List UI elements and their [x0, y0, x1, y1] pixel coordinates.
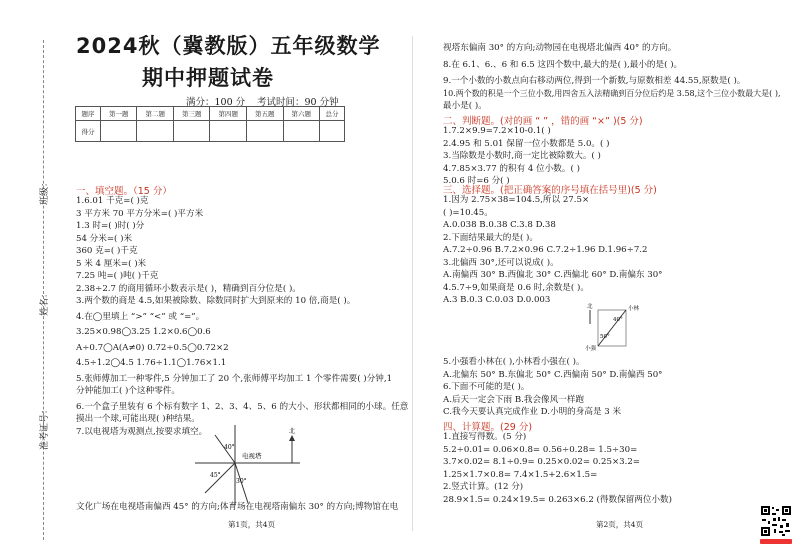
score-head: 第二题 [137, 107, 174, 121]
tower-label: 电视塔 [242, 452, 262, 460]
question-line: ( )=10.45。 [443, 207, 493, 218]
score-head: 总分 [320, 107, 345, 121]
question-line: 5.0.6 时=6 分( ) [443, 176, 510, 186]
p2-top-lines [443, 42, 781, 113]
section-calc: 四、计算题。(29 分) [443, 422, 533, 433]
exam-time: 考试时间：90 分钟 [257, 97, 339, 108]
question-line: 3.7×0.02= 8.1÷0.9= 0.25×0.02= 0.25×3.2= [443, 457, 641, 467]
score-head: 第六题 [283, 107, 320, 121]
north-arrow-label: 北 [289, 428, 296, 435]
question-line: 54 分米=( )米 [76, 233, 133, 244]
score-cell[interactable] [100, 121, 137, 142]
question-line: 4.7.85×3.77 的积有 4 位小数。( ) [443, 163, 580, 174]
score-cell[interactable] [247, 121, 284, 142]
question-line: 4.5.7÷9,如果商是 0.6 时,余数是( )。 [443, 282, 589, 293]
page-footer-1: 第1页，共4页 [228, 520, 276, 529]
exam-id-label: 准考证号： [40, 404, 50, 450]
question-line: 2.竖式计算。(12 分) [443, 482, 524, 492]
question-line: 4.在◯里填上 “>” “<” 或 “=”。 [76, 311, 205, 322]
question-line: 3.当除数是小数时,商一定比被除数大。( ) [443, 151, 601, 161]
question-line: 3.北偏西 30°,还可以说成( )。 [443, 257, 559, 268]
score-cell[interactable] [320, 121, 345, 142]
question-line: 1.7.2×9.9=7.2×10-0.1( ) [443, 126, 551, 136]
question-line: 2.下面结果最大的是( )。 [443, 232, 538, 243]
question-line: 最小是( )。 [443, 101, 487, 111]
bottom-line: 文化广场在电视塔南偏西 45° 的方向;体育场在电视塔南偏东 30° 的方向;博物馆在电 [76, 502, 399, 512]
question-line: 5 米 4 厘米=( )米 [76, 258, 147, 269]
north-arrow [285, 425, 305, 465]
score-head: 第五题 [247, 107, 284, 121]
question-line: 摸出一个球,可能出现( )种结果。 [76, 414, 200, 424]
question-line: A.3 B.0.3 C.0.03 D.0.003 [443, 295, 551, 305]
question-line: 3 平方米 70 平方分米=( )平方米 [76, 208, 204, 219]
question-line: 1.3 时=( )时( )分 [76, 221, 145, 231]
question-line: 2.4.95 和 5.01 保留一位小数都是 5.0。( ) [443, 138, 610, 149]
question-line: 7.以电视塔为观测点,按要求填空。 [76, 426, 208, 437]
question-line: A.0.038 B.0.38 C.3.8 D.38 [443, 220, 556, 230]
question-line: 6.下面不可能的是( )。 [443, 382, 530, 392]
question-line: A.7.2÷0.96 B.7.2×0.96 C.7.2÷1.96 D.1.96÷7.2 [443, 245, 648, 255]
score-row-label: 得分 [76, 121, 101, 142]
xiaolin-label: 小林 [628, 306, 640, 312]
question-line: 1.因为 2.75×38=104.5,所以 27.5× [443, 195, 590, 205]
page-divider [412, 36, 413, 531]
question-line: 1.直接写得数。(5 分) [443, 432, 527, 442]
question-line: 360 克=( )千克 [76, 246, 138, 256]
score-cell[interactable] [173, 121, 210, 142]
score-cell[interactable] [137, 121, 174, 142]
question-line: 9.一个小数的小数点向右移动两位,得到一个新数,与原数相差 44.55,原数是( )。 [443, 76, 746, 86]
question-line: 5.2÷0.01= 0.06×0.8= 0.56÷0.28= 1.5÷30= [443, 444, 638, 455]
full-score: 满分：100 分 [186, 97, 246, 108]
section-choice: 三、选择题。(把正确答案的序号填在括号里)(5 分) [443, 185, 657, 196]
mini-north-label: 北 [587, 304, 593, 310]
score-head: 题序 [76, 107, 101, 121]
question-line: A.后天一定会下雨 B.我会像风一样跑 [443, 394, 585, 405]
question-line: 28.9×1.5= 0.24×19.5= 0.263×6.2 (得数保留两位小数) [443, 494, 672, 505]
question-line: 1.6.01 千克=( )克 [76, 196, 149, 206]
angle-label: 40° [224, 444, 235, 451]
choice-questions [443, 194, 662, 307]
question-line: 4.5÷1.2◯4.5 1.76÷1.1◯1.76×1.1 [76, 358, 227, 368]
question-line: C.我今天要认真完成作业 D.小明的身高是 3 米 [443, 407, 622, 417]
score-cell[interactable] [283, 121, 320, 142]
calc-questions [443, 431, 672, 506]
question-line: A.北偏东 50° B.东偏北 50° C.西偏南 50° D.南偏西 50° [443, 369, 663, 380]
choice-questions-b [443, 356, 662, 419]
exam-title: 2024秋（冀教版）五年级数学 [76, 34, 381, 58]
angle-label: 30° [236, 478, 247, 485]
exam-subtitle: 期中押题试卷 [142, 66, 274, 90]
question-line: 6.一个盒子里装有 6 个标有数字 1、2、3、4、5、6 的大小、形状都相同的小球。任意 [76, 401, 409, 412]
section-fill-blank: 一、填空题。（15 分） [76, 186, 172, 197]
question-line: 分钟能加工( )个这种零件。 [76, 386, 180, 396]
section-judge: 二、判断题。(对的画 “ ” ，错的画 “×” )(5 分) [443, 116, 643, 127]
question-line: 8.在 6.1、6.、6 和 6.5 这四个数中,最大的是( ),最小的是( )。 [443, 59, 683, 70]
question-line: 5.小强看小林在( ),小林看小强在( )。 [443, 357, 585, 367]
mini-ray [598, 310, 626, 346]
question-line: 1.25×1.7×0.8= 7.4×1.5+2.6×1.5= [443, 469, 598, 480]
score-table [75, 106, 345, 142]
score-head: 第一题 [100, 107, 137, 121]
name-label: 姓名： [40, 288, 50, 316]
question-line: 视塔东偏南 30° 的方向;动物园在电视塔北偏西 40° 的方向。 [443, 43, 677, 53]
question-line: 2.38÷2.7 的商用循环小数表示是( )，精确到百分位是( )。 [76, 283, 301, 294]
question-line: 7.25 吨=( )吨( )千克 [76, 271, 159, 281]
page-footer-2: 第2页，共4页 [596, 520, 644, 529]
question-line: 5.张师傅加工一种零件,5 分钟加工了 20 个,张师傅平均加工 1 个零件需要( )分钟,1 [76, 373, 393, 384]
judge-questions [443, 125, 609, 188]
angle-label: 45° [210, 472, 221, 479]
question-line: 10.两个数的积是一个三位小数,用四舍五入法精确到百分位后约是 3.58,这个三位小数最大是( ), [443, 88, 781, 98]
qr-code-icon [760, 505, 792, 545]
mini-angle: 50° [600, 334, 610, 340]
fill-blank-questions [76, 195, 408, 438]
xiaoqiang-label: 小强 [585, 346, 597, 352]
class-label: 班级： [40, 177, 50, 205]
score-head: 第四题 [210, 107, 247, 121]
arrow-icon [289, 435, 295, 441]
mini-angle: 40° [613, 317, 623, 323]
question-line: 3.两个数的商是 4.5,如果被除数、除数同时扩大到原来的 10 倍,商是( )。 [76, 296, 356, 306]
score-cell[interactable] [210, 121, 247, 142]
score-head: 第三题 [173, 107, 210, 121]
question-line: 3.25×0.98◯3.25 1.2×0.6◯0.6 [76, 327, 211, 337]
question-line: A.南偏西 30° B.西偏北 30° C.西偏北 60° D.南偏东 30° [443, 270, 663, 280]
xiaolin-diagram [585, 300, 645, 355]
question-line: A÷0.7◯A(A≠0) 0.72÷0.5◯0.72×2 [76, 342, 229, 353]
